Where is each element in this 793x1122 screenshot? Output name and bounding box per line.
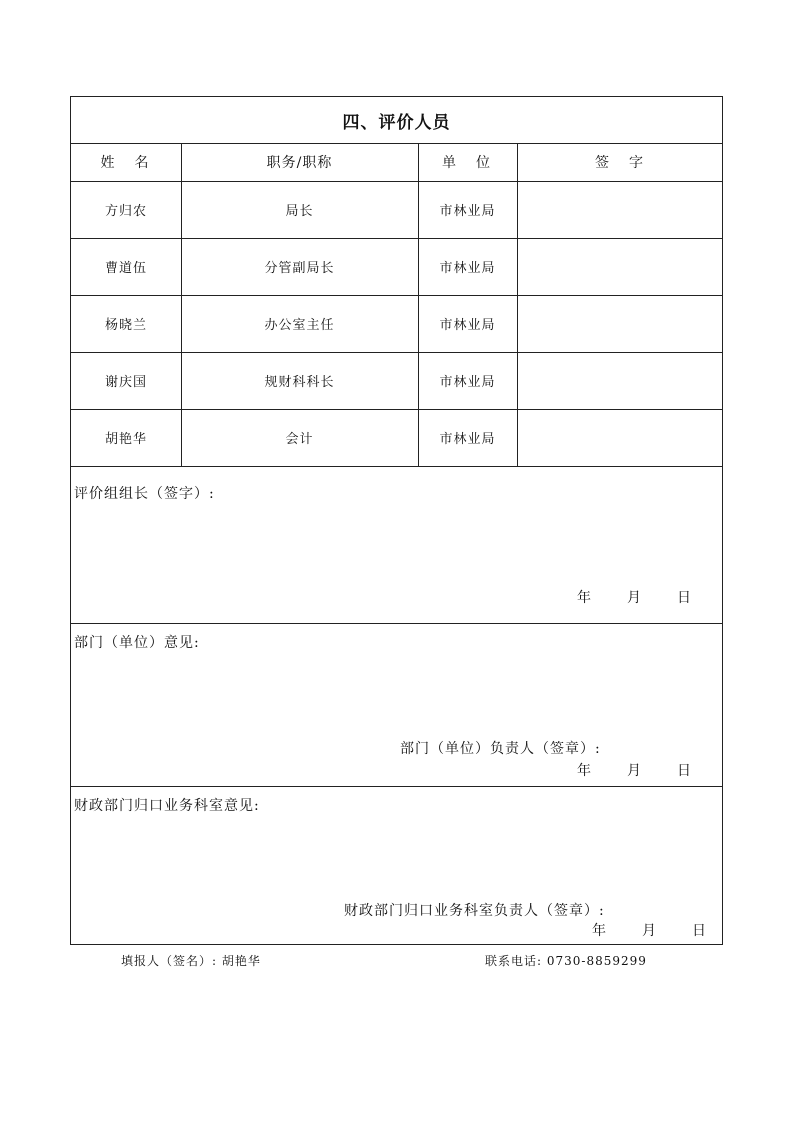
row-position: 局长 (285, 204, 314, 219)
row-name: 谢庆国 (104, 375, 147, 390)
row-position: 分管副局长 (264, 261, 335, 276)
row-position: 会计 (285, 432, 314, 447)
section-title: 四、评价人员 (342, 112, 451, 133)
row-unit: 市林业局 (439, 375, 496, 390)
month-label: 月 (642, 923, 656, 939)
divider (71, 786, 722, 787)
header-signature: 签 字 (595, 155, 646, 171)
row-signature[interactable] (517, 295, 724, 352)
year-label: 年 (577, 590, 591, 606)
filler-signature: 填报人（签名）: 胡艳华 (121, 954, 261, 968)
year-label: 年 (592, 923, 606, 939)
evaluation-personnel-form (70, 96, 723, 945)
dept-date (577, 760, 727, 780)
row-name: 杨晓兰 (104, 318, 147, 333)
month-label: 月 (627, 590, 641, 606)
day-label: 日 (677, 590, 691, 606)
row-signature[interactable] (517, 409, 724, 466)
header-position: 职务/职称 (266, 155, 333, 171)
row-signature[interactable] (517, 238, 724, 295)
dept-opinion-label: 部门（单位）意见: (74, 635, 200, 651)
row-signature[interactable] (517, 181, 724, 238)
year-label: 年 (577, 763, 591, 779)
leader-date (577, 587, 727, 607)
month-label: 月 (627, 763, 641, 779)
row-signature[interactable] (517, 352, 724, 409)
row-unit: 市林业局 (439, 318, 496, 333)
row-unit: 市林业局 (439, 204, 496, 219)
row-position: 办公室主任 (264, 318, 335, 333)
header-name: 姓 名 (100, 155, 152, 171)
row-unit: 市林业局 (439, 432, 496, 447)
divider (71, 466, 722, 467)
day-label: 日 (677, 763, 691, 779)
row-unit: 市林业局 (439, 261, 496, 276)
divider (71, 623, 722, 624)
day-label: 日 (692, 923, 706, 939)
row-name: 胡艳华 (104, 432, 147, 447)
finance-opinion-label: 财政部门归口业务科室意见: (74, 798, 260, 814)
finance-head-sign-label: 财政部门归口业务科室负责人（签章）: (344, 903, 605, 919)
row-name: 方归农 (104, 204, 147, 219)
row-name: 曹道伍 (104, 261, 147, 276)
dept-head-sign-label: 部门（单位）负责人（签章）: (400, 741, 601, 757)
finance-date (592, 920, 742, 940)
leader-sign-label: 评价组组长（签字）: (74, 486, 215, 502)
row-position: 规财科科长 (264, 375, 335, 390)
header-unit: 单 位 (442, 155, 493, 171)
contact-phone: 联系电话: 0730-8859299 (485, 954, 647, 968)
